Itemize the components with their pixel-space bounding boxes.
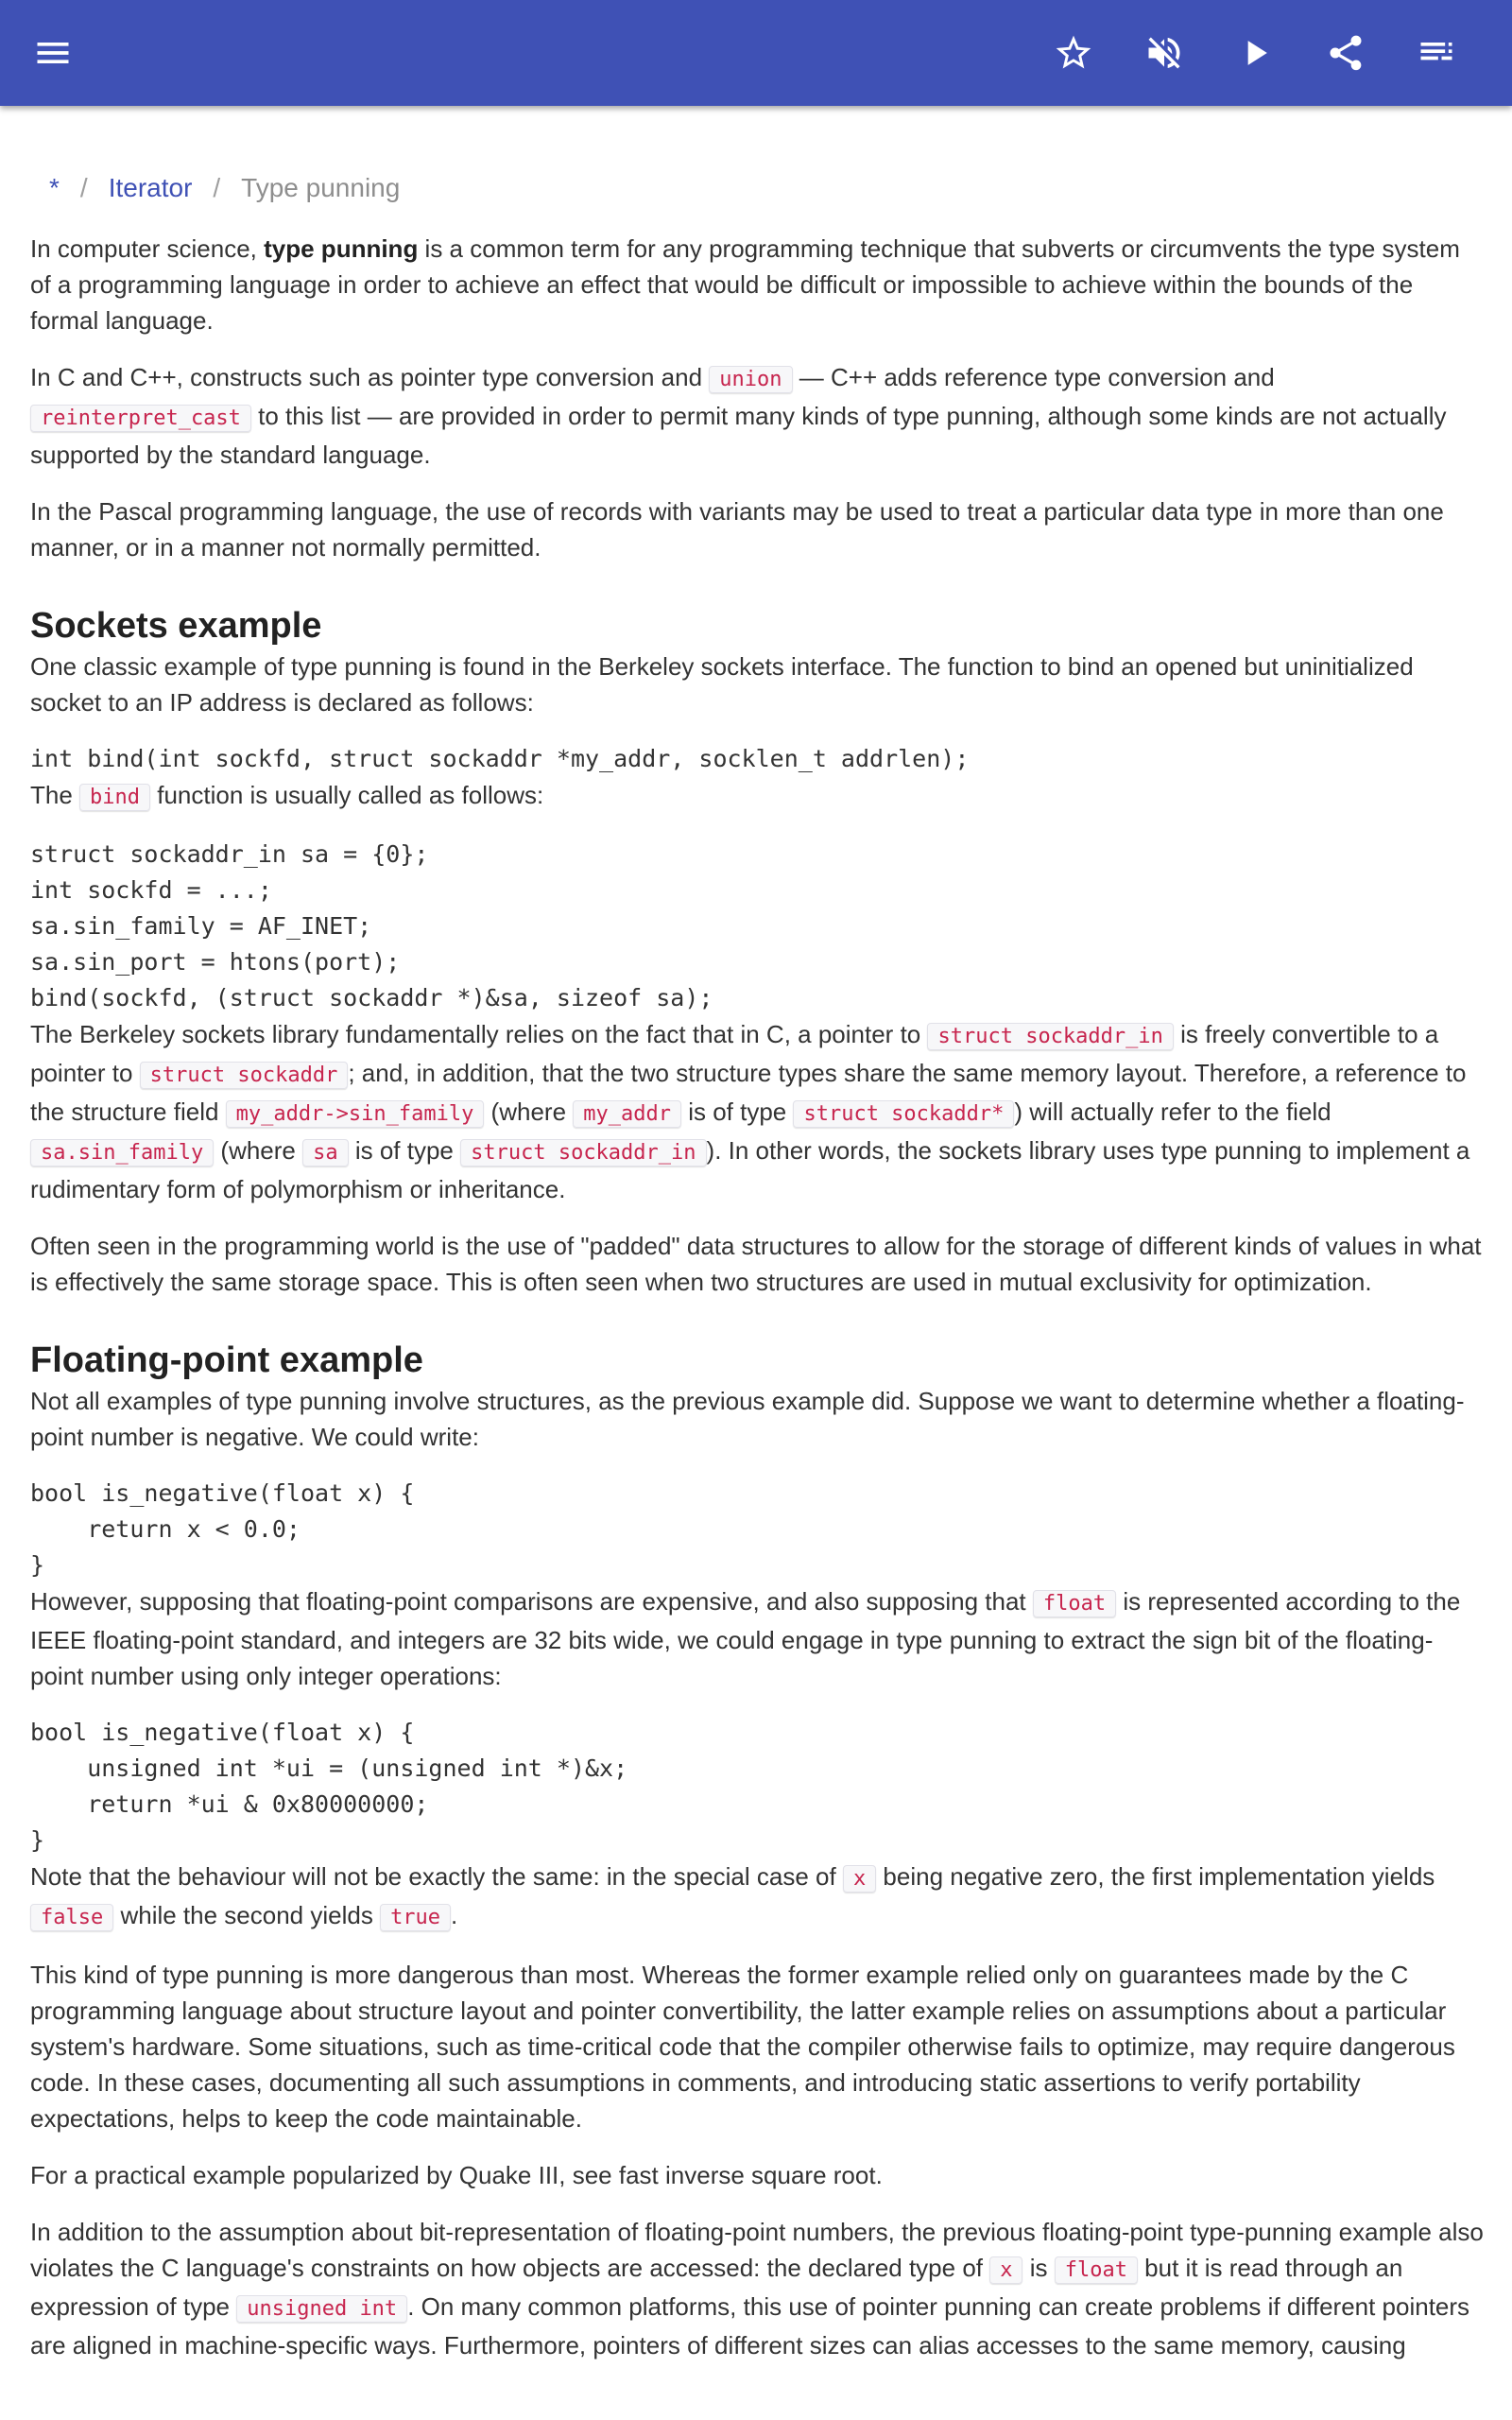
mute-button[interactable] <box>1134 23 1194 83</box>
star-outline-icon <box>1053 32 1094 74</box>
breadcrumb <box>49 168 1486 208</box>
playlist-button[interactable] <box>1406 23 1467 83</box>
inline-code: x <box>843 1865 876 1893</box>
inline-code: x <box>989 2256 1022 2284</box>
intro-paragraph-1: In computer science, type punning is a common term for any programming technique that subverts or circumvents the type system of a programming language in order to achieve an effect that would be difficult or impossible to achieve within the bounds of the formal language. <box>30 234 1460 335</box>
play-button[interactable] <box>1225 23 1285 83</box>
inline-code: union <box>709 366 792 393</box>
share-icon <box>1325 32 1366 74</box>
inline-code: false <box>30 1904 113 1931</box>
bold-term: type punning <box>264 234 419 263</box>
intro-paragraph-3: In the Pascal programming language, the use of records with variants may be used to treat a particular data type in more than one manner, or in a manner not normally permitted. <box>30 497 1444 562</box>
floating-paragraph-2: However, supposing that floating-point comparisons are expensive, and also supposing that float is represented according to the IEEE floating-point standard, and integers are 32 bits wide, we could engage in type punning to extract the sign bit of the floating-point number using only integer operations: <box>30 1587 1461 1690</box>
sockets-paragraph-3: The Berkeley sockets library fundamentally relies on the fact that in C, a pointer to struct sockaddr_in is freely convertible to a pointer to struct sockaddr ; and, in addition, that the two structure types share the same memory layout. Therefore, a reference to the structure field my_addr->sin_family (where my_addr is of type struct sockaddr* ) will actually refer to the field sa.sin_family (where sa is of type struct sockaddr_in ). In other words, the sockets library uses type punning to implement a rudimentary form of polymorphism or inheritance. <box>30 1020 1470 1203</box>
inline-code: my_addr <box>573 1100 681 1128</box>
code-block: bool is_negative(float x) { unsigned int *ui = (unsigned int *)&x; return *ui & 0x80000000; } <box>30 1719 628 1854</box>
inline-code: sa <box>302 1139 349 1167</box>
floating-paragraph-3: Note that the behaviour will not be exactly the same: in the special case of x being negative zero, the first implementation yields false while the second yields true . <box>30 1862 1435 1929</box>
play-icon <box>1234 32 1276 74</box>
floating-paragraph-4: This kind of type punning is more dangerous than most. Whereas the former example relied only on guarantees made by the C programming language about structure layout and pointer convertibility, the latter example relies on assumptions about a particular system's hardware. Some situations, such as time-critical code that the compiler otherwise fails to optimize, may require dangerous code. In these cases, documenting all such assumptions in comments, and introducing static assertions to verify portability expectations, helps to keep the code maintainable. <box>30 1961 1455 2133</box>
inline-code: unsigned int <box>236 2295 407 2323</box>
inline-code: struct sockaddr_in <box>927 1023 1173 1050</box>
floating-point-heading: Floating-point example <box>30 1340 423 1380</box>
playlist-icon <box>1416 32 1457 74</box>
inline-code: struct sockaddr_in <box>460 1139 706 1167</box>
favorite-button[interactable] <box>1043 23 1104 83</box>
article <box>30 106 1486 2363</box>
inline-code: bind <box>79 784 150 811</box>
sockets-heading: Sockets example <box>30 606 322 646</box>
sockets-paragraph-2: The bind function is usually called as follows: <box>30 781 544 809</box>
floating-paragraph-1: Not all examples of type punning involve structures, as the previous example did. Suppose we want to determine whether a floating-point number is negative. We could write: <box>30 1387 1465 1451</box>
code-block: bool is_negative(float x) { return x < 0.0; } <box>30 1479 415 1579</box>
sockets-paragraph-4: Often seen in the programming world is the use of "padded" data structures to allow for the storage of different kinds of values in what is effectively the same storage space. This is often seen when two structures are used in mutual exclusivity for optimization. <box>30 1232 1482 1296</box>
breadcrumb-home-link[interactable]: * <box>49 173 60 202</box>
inline-code: sa.sin_family <box>30 1139 214 1167</box>
inline-code: struct sockaddr* <box>793 1100 1014 1128</box>
share-button[interactable] <box>1315 23 1376 83</box>
inline-code: reinterpret_cast <box>30 405 251 432</box>
app-bar <box>0 0 1512 106</box>
floating-paragraph-6: In addition to the assumption about bit-representation of floating-point numbers, the previous floating-point type-punning example also violates the C language's constraints on how objects are accessed: the declared type of x is float but it is read through an expression of type unsigned int . On many common platforms, this use of pointer punning can create problems if different pointers are aligned in machine-specific ways. Furthermore, pointers of different sizes can alias accesses to the same memory, causing <box>30 2218 1484 2360</box>
floating-paragraph-5: For a practical example popularized by Quake III, see fast inverse square root. <box>30 2161 883 2189</box>
breadcrumb-separator: / <box>213 173 221 202</box>
inline-code: struct sockaddr <box>140 1062 349 1089</box>
inline-code: float <box>1033 1590 1116 1617</box>
breadcrumb-parent-link[interactable]: Iterator <box>108 173 193 202</box>
code-block: struct sockaddr_in sa = {0}; int sockfd = ...; sa.sin_family = AF_INET; sa.sin_port = htons(port); bind(sockfd, (struct sockaddr *)&sa, sizeof sa); <box>30 840 713 1011</box>
inline-code: float <box>1055 2256 1138 2284</box>
breadcrumb-separator: / <box>79 173 88 202</box>
code-block: int bind(int sockfd, struct sockaddr *my_addr, socklen_t addrlen); <box>30 745 970 772</box>
hamburger-menu-icon <box>32 32 74 74</box>
inline-code: true <box>380 1904 451 1931</box>
breadcrumb-current: Type punning <box>241 173 401 202</box>
menu-button[interactable] <box>23 23 83 83</box>
volume-off-icon <box>1143 32 1185 74</box>
sockets-paragraph-1: One classic example of type punning is found in the Berkeley sockets interface. The function to bind an opened but uninitialized socket to an IP address is declared as follows: <box>30 652 1414 717</box>
intro-paragraph-2: In C and C++, constructs such as pointer type conversion and union — C++ adds reference type conversion and reinterpret_cast to this list — are provided in order to permit many kinds of type punning, although some kinds are not actually supported by the standard language. <box>30 363 1447 469</box>
inline-code: my_addr->sin_family <box>226 1100 485 1128</box>
